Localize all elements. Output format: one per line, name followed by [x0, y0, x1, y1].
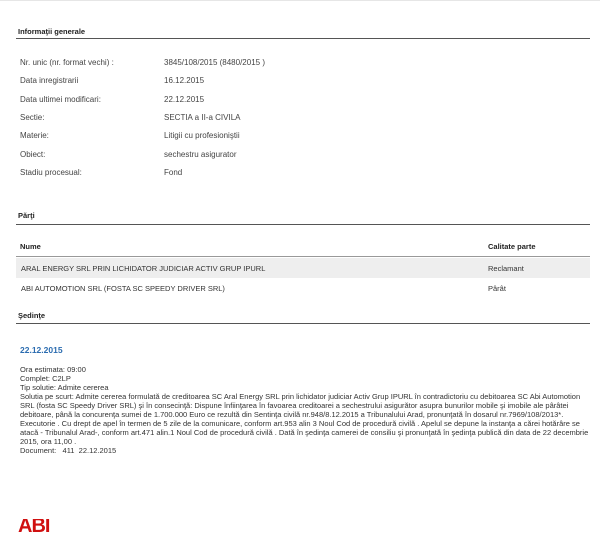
info-value: Litigii cu profesioniştii — [164, 131, 240, 141]
session-document: Document: 411 22.12.2015 — [20, 446, 117, 455]
info-label: Sectie: — [20, 112, 45, 122]
table-row — [16, 258, 590, 278]
info-label: Data inregistrarii — [20, 76, 79, 86]
parties-header-rule — [16, 256, 590, 257]
info-value: 3845/108/2015 (8480/2015 ) — [164, 58, 265, 67]
party-role: Pârât — [488, 284, 506, 293]
session-panel: Complet: C2LP — [20, 374, 71, 383]
session-estimated-time: Ora estimata: 09:00 — [20, 365, 86, 374]
parties-col-role: Calitate parte — [488, 242, 536, 251]
session-details — [20, 365, 590, 455]
general-info-title: Informaţii generale — [18, 27, 86, 36]
party-role: Reclamant — [488, 264, 524, 273]
info-value: SECTIA a II-a CIVILA — [164, 112, 241, 122]
info-value: 16.12.2015 — [164, 76, 205, 86]
parties-title: Părţi — [18, 211, 35, 220]
brand-logo: ABI — [18, 519, 50, 533]
session-solution-summary: Solutia pe scurt: Admite cererea formulată de creditoarea SC Aral Energy SRL prin lichidator judiciar Activ Grup IPURL în contradictoriu cu debitoarea SC Abi Automotion SRL (fosta SC Speedy Driver SRL) şi în consecinţă: Dispune înfiinţarea în favoarea creditoarei a sechestrului asigurător asupra bunurilor mobile şi imobile ale pârâtei debitoare, până la concurenţa sumei de 1.700.000 Euro ce rezultă din Sentinţa civilă nr.948/8.12.2015 a Tribunalului Arad, pronunţată în dosarul nr.7969/108/2013*. Executorie . Cu drept de apel în termen de 5 zile de la comunicare, conform art.953 alin 3 Noul Cod de procedură civilă . Apelul se depune la instanţa a cărei hotărâre se atacă - Tribunalul Arad-, conform art.471 alin.1 Noul Cod de procedură civilă . Dată în şedinţa camerei de consiliu şi pronunţată în şedinţa publică din data de 22 decembrie 2015, ora 11,00 . — [20, 392, 591, 446]
info-label: Stadiu procesual: — [20, 167, 82, 177]
info-label: Materie: — [20, 131, 49, 141]
info-value: Fond — [164, 167, 183, 177]
info-label: Nr. unic (nr. format vechi) : — [20, 58, 114, 67]
table-row — [16, 278, 590, 298]
parties-col-name: Nume — [20, 242, 41, 251]
parties-divider — [16, 224, 590, 225]
party-name: ABI AUTOMOTION SRL (FOSTA SC SPEEDY DRIVER SRL) — [21, 284, 225, 293]
party-name: ARAL ENERGY SRL PRIN LICHIDATOR JUDICIAR ACTIV GRUP IPURL — [21, 264, 266, 273]
info-label: Obiect: — [20, 149, 46, 159]
sessions-divider — [16, 323, 590, 324]
info-label: Data ultimei modificari: — [20, 94, 101, 104]
top-border — [0, 0, 600, 6]
info-value: sechestru asigurator — [164, 149, 237, 159]
general-info-divider — [16, 38, 590, 39]
sessions-title: Şedinţe — [18, 311, 46, 320]
session-solution-type: Tip solutie: Admite cererea — [20, 383, 109, 392]
session-date-link[interactable]: 22.12.2015 — [20, 345, 63, 355]
info-value: 22.12.2015 — [164, 94, 205, 104]
